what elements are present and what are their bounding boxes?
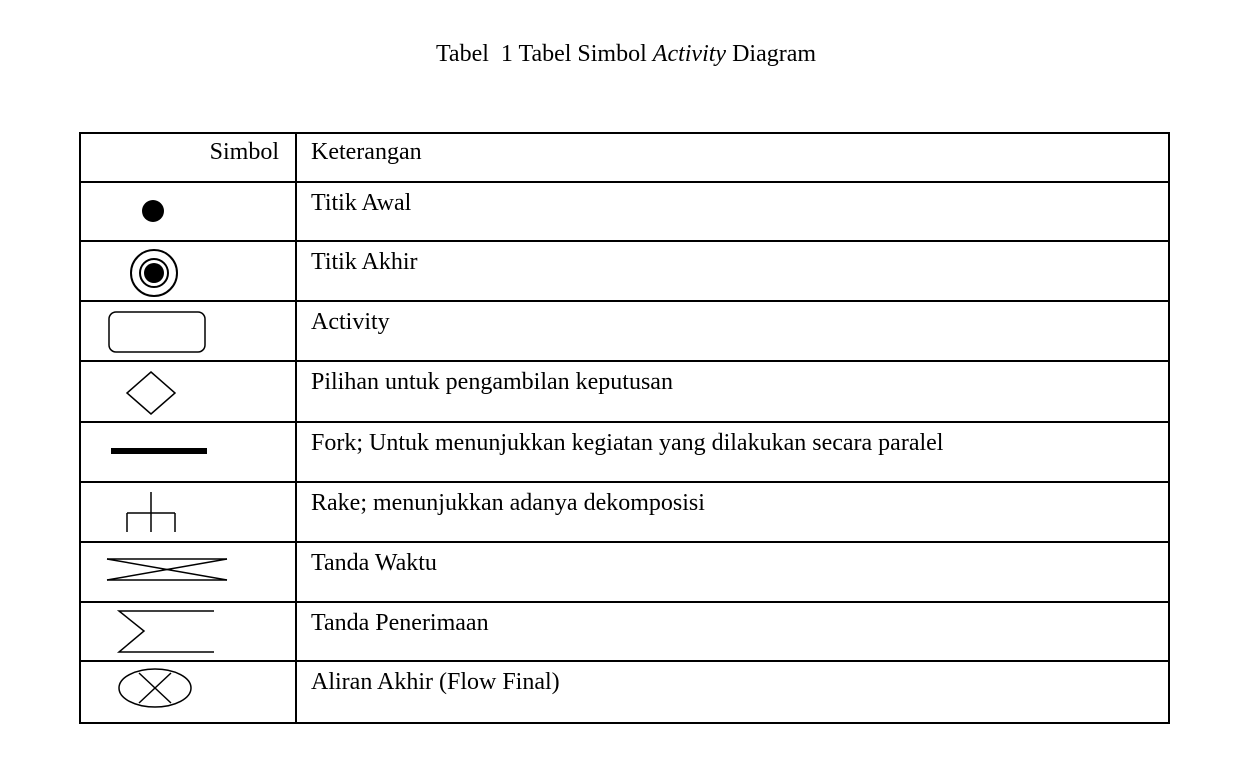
caption-italic: Activity: [652, 41, 727, 67]
description-cell: Titik Akhir: [297, 242, 1170, 300]
symbol-table: [79, 132, 1170, 724]
rake-icon: [81, 483, 295, 541]
table-row: [81, 362, 1170, 423]
description-cell: Tanda Penerimaan: [297, 603, 1170, 660]
activity-rounded-rect-icon: [81, 302, 295, 360]
table-row: [81, 662, 1170, 724]
table-row: [81, 302, 1170, 362]
symbol-cell: [81, 603, 297, 660]
symbol-cell: [81, 423, 297, 481]
hourglass-time-signal-icon: [81, 543, 295, 601]
table-row: [81, 543, 1170, 603]
caption-prefix: Tabel 1 Tabel Simbol: [435, 41, 653, 67]
accept-signal-icon: [81, 603, 295, 660]
table-row: [81, 483, 1170, 543]
fork-bar-icon: [81, 423, 295, 481]
table-row: [81, 183, 1170, 242]
description-cell: Activity: [297, 302, 1170, 360]
table-row: [81, 603, 1170, 662]
description-cell: Tanda Waktu: [297, 543, 1170, 601]
description-cell: Rake; menunjukkan adanya dekomposisi: [297, 483, 1170, 541]
symbol-cell: [81, 662, 297, 722]
table-caption: [0, 38, 1252, 70]
header-description: Keterangan: [297, 134, 1170, 181]
description-cell: Fork; Untuk menunjukkan kegiatan yang dilakukan secara paralel: [297, 423, 1170, 481]
symbol-cell: [81, 183, 297, 240]
caption-suffix: Diagram: [726, 41, 817, 67]
description-cell: Pilihan untuk pengambilan keputusan: [297, 362, 1170, 421]
table-row: [81, 242, 1170, 302]
symbol-cell: [81, 302, 297, 360]
symbol-cell: [81, 543, 297, 601]
symbol-cell: [81, 242, 297, 300]
flow-final-icon: [81, 662, 295, 722]
symbol-cell: [81, 362, 297, 421]
header-symbol: Simbol: [81, 134, 297, 181]
description-cell: Titik Awal: [297, 183, 1170, 240]
description-cell: Aliran Akhir (Flow Final): [297, 662, 1170, 722]
table-header-row: [81, 134, 1170, 183]
symbol-cell: [81, 483, 297, 541]
final-node-icon: [81, 242, 295, 300]
table-row: [81, 423, 1170, 483]
decision-diamond-icon: [81, 362, 295, 421]
initial-node-icon: [81, 183, 295, 240]
